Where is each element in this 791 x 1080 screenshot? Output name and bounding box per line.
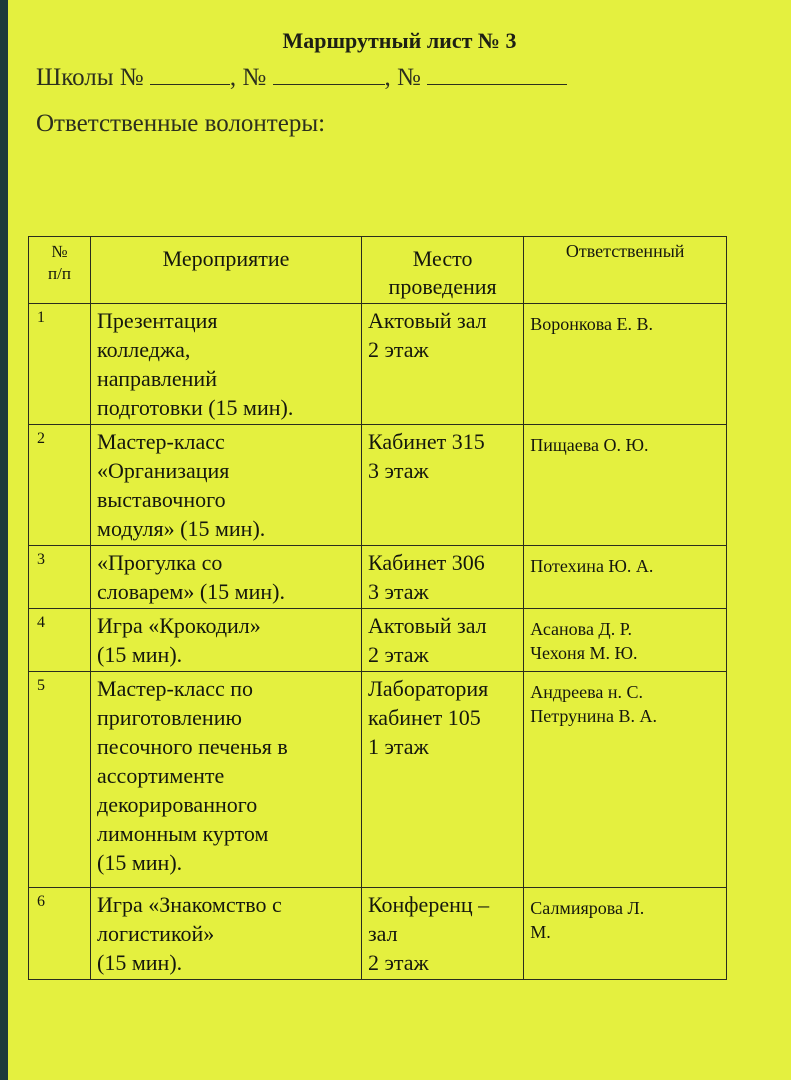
schools-separator-1: , № bbox=[229, 64, 267, 91]
volunteers-label: Ответственные волонтеры: bbox=[36, 110, 326, 137]
table-row bbox=[29, 425, 727, 546]
header-responsible-line: Ответственный bbox=[565, 241, 685, 261]
place-line: Лаборатория bbox=[367, 676, 489, 701]
place-line: Конференц – bbox=[367, 892, 490, 917]
row-responsible bbox=[524, 888, 727, 980]
row-responsible bbox=[524, 672, 727, 888]
place-line: 2 этаж bbox=[367, 950, 429, 975]
event-line: (15 мин). bbox=[97, 950, 183, 975]
responsible-line: М. bbox=[530, 922, 551, 942]
schools-label: Школы № bbox=[36, 64, 144, 91]
row-place bbox=[361, 672, 523, 888]
event-line: (15 мин). bbox=[97, 642, 183, 667]
row-number: 5 bbox=[29, 672, 91, 888]
row-event bbox=[91, 672, 362, 888]
row-number: 2 bbox=[29, 425, 91, 546]
table-row bbox=[29, 609, 727, 672]
place-line: 2 этаж bbox=[367, 337, 429, 362]
responsible-line: Асанова Д. Р. bbox=[530, 619, 632, 639]
schools-separator-2: , № bbox=[384, 64, 421, 91]
event-line: логистикой» bbox=[97, 921, 215, 946]
school-blank-2 bbox=[273, 62, 385, 85]
responsible-line: Салмиярова Л. bbox=[530, 898, 645, 918]
row-responsible bbox=[524, 425, 727, 546]
event-line: словарем» (15 мин). bbox=[97, 579, 285, 604]
row-responsible bbox=[524, 609, 727, 672]
event-line: ассортименте bbox=[97, 763, 225, 788]
responsible-line: Петрунина В. А. bbox=[530, 706, 658, 726]
schools-line bbox=[36, 62, 567, 92]
event-line: лимонным куртом bbox=[97, 821, 269, 846]
row-place bbox=[361, 546, 523, 609]
event-line: (15 мин). bbox=[97, 850, 183, 875]
row-place bbox=[361, 609, 523, 672]
row-responsible bbox=[524, 304, 727, 425]
event-line: песочного печенья в bbox=[97, 734, 288, 759]
table-row bbox=[29, 546, 727, 609]
event-line: колледжа, bbox=[97, 337, 191, 362]
table-row bbox=[29, 888, 727, 980]
row-event bbox=[91, 425, 362, 546]
header-place-line: проведения bbox=[388, 274, 497, 299]
row-number: 4 bbox=[29, 609, 91, 672]
responsible-line: Чехоня М. Ю. bbox=[530, 643, 638, 663]
row-event bbox=[91, 546, 362, 609]
event-line: Презентация bbox=[97, 308, 218, 333]
responsible-line: Пищаева О. Ю. bbox=[530, 435, 649, 455]
event-line: декорированного bbox=[97, 792, 258, 817]
place-line: 3 этаж bbox=[367, 579, 429, 604]
route-table bbox=[28, 236, 727, 980]
place-line: кабинет 105 bbox=[367, 705, 481, 730]
event-line: «Организация bbox=[97, 458, 230, 483]
header-num-line: № bbox=[51, 242, 68, 261]
place-line: 1 этаж bbox=[367, 734, 429, 759]
responsible-line: Потехина Ю. А. bbox=[530, 556, 654, 576]
event-line: модуля» (15 мин). bbox=[97, 516, 266, 541]
header-event-line: Мероприятие bbox=[162, 246, 290, 271]
event-line: «Прогулка со bbox=[97, 550, 223, 575]
row-number: 3 bbox=[29, 546, 91, 609]
event-line: Мастер-класс по bbox=[97, 676, 254, 701]
responsible-line: Воронкова Е. В. bbox=[530, 314, 654, 334]
event-line: подготовки (15 мин). bbox=[97, 395, 294, 420]
header-event bbox=[91, 237, 362, 304]
row-number: 6 bbox=[29, 888, 91, 980]
responsible-line: Андреева н. С. bbox=[530, 682, 643, 702]
row-responsible bbox=[524, 546, 727, 609]
place-line: 3 этаж bbox=[367, 458, 429, 483]
event-line: выставочного bbox=[97, 487, 226, 512]
row-place bbox=[361, 888, 523, 980]
row-place bbox=[361, 304, 523, 425]
document-title: Маршрутный лист № 3 bbox=[282, 28, 517, 53]
place-line: Кабинет 306 bbox=[367, 550, 485, 575]
table-row bbox=[29, 672, 727, 888]
event-line: Игра «Крокодил» bbox=[97, 613, 261, 638]
event-line: Игра «Знакомство с bbox=[97, 892, 282, 917]
row-event bbox=[91, 888, 362, 980]
row-place bbox=[361, 425, 523, 546]
row-event bbox=[91, 304, 362, 425]
header-responsible bbox=[524, 237, 727, 304]
place-line: Актовый зал bbox=[367, 308, 487, 333]
place-line: зал bbox=[367, 921, 398, 946]
place-line: Кабинет 315 bbox=[367, 429, 485, 454]
event-line: Мастер-класс bbox=[97, 429, 225, 454]
header-num bbox=[29, 237, 91, 304]
table-row bbox=[29, 304, 727, 425]
header-place bbox=[361, 237, 523, 304]
table-header-row bbox=[29, 237, 727, 304]
place-line: 2 этаж bbox=[367, 642, 429, 667]
school-blank-1 bbox=[150, 62, 230, 85]
header-num-line: п/п bbox=[48, 264, 71, 283]
place-line: Актовый зал bbox=[367, 613, 487, 638]
school-blank-3 bbox=[427, 62, 567, 85]
header-place-line: Место bbox=[412, 246, 473, 271]
event-line: приготовлению bbox=[97, 705, 242, 730]
row-number: 1 bbox=[29, 304, 91, 425]
event-line: направлений bbox=[97, 366, 217, 391]
row-event bbox=[91, 609, 362, 672]
